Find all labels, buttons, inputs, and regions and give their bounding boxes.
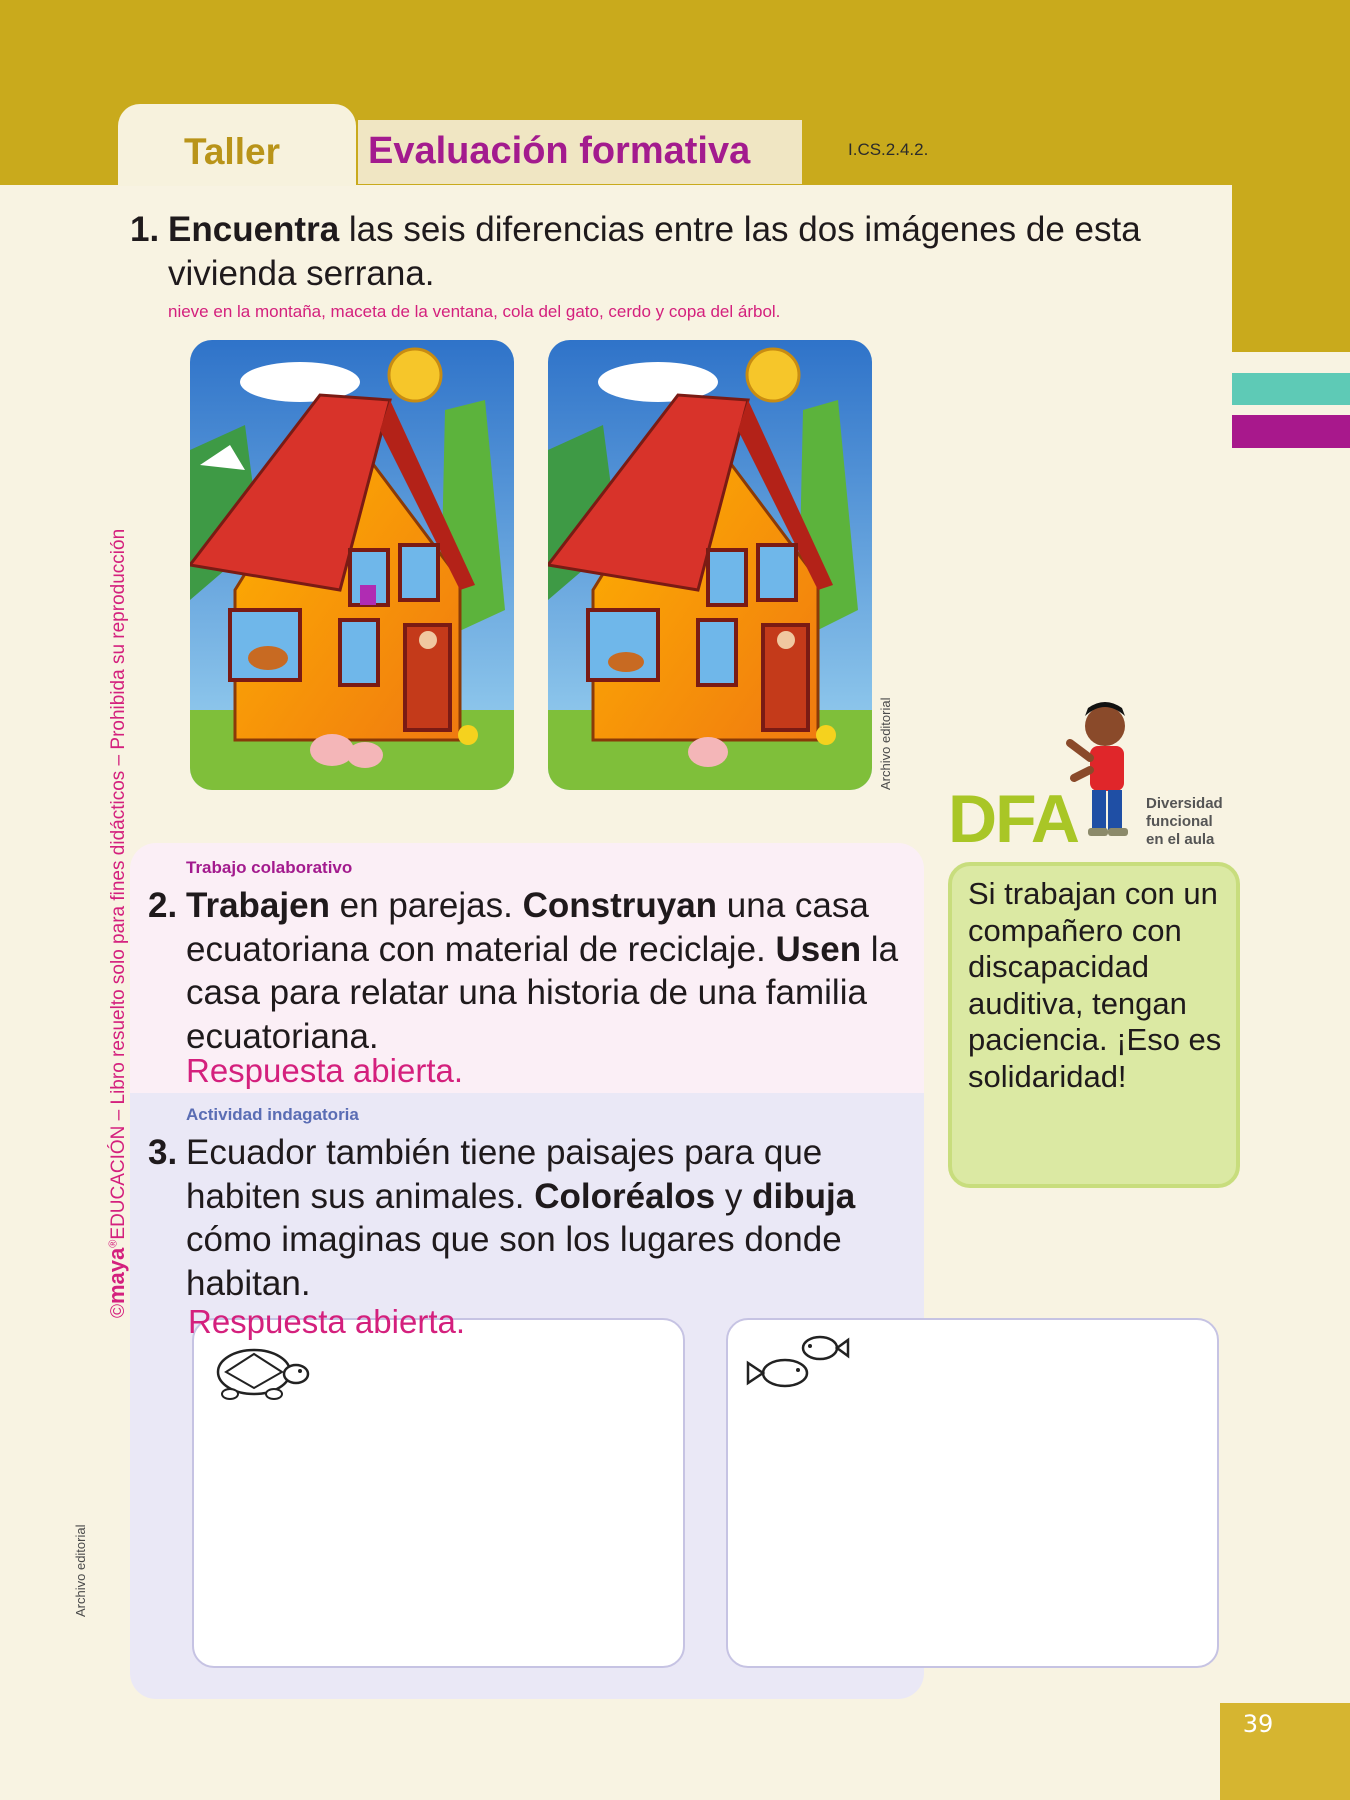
inquiry-label: Actividad indagatoria bbox=[186, 1105, 359, 1124]
question-2-number: 2. bbox=[148, 886, 178, 925]
sun bbox=[747, 349, 799, 401]
page-number: 39 bbox=[1242, 1710, 1274, 1738]
dfa-text: Si trabajan con un compañero con discapacidad auditiva, tengan paciencia. ¡Eso es solidaridad! bbox=[968, 876, 1222, 1094]
curriculum-code: I.CS.2.4.2. bbox=[848, 140, 929, 159]
tab-evaluacion bbox=[358, 120, 802, 184]
question-1-text: las seis diferencias entre las dos imágenes de esta vivienda serrana. bbox=[168, 210, 1141, 293]
question-3: 3. Ecuador también tiene paisajes para que habiten sus animales. Coloréalos y dibuja cómo imaginas que son los lugares donde habitan. bbox=[148, 1133, 856, 1303]
copyright-vertical: ©maya®EDUCACIÓN – Libro resuelto solo para fines didácticos – Prohibida su reproducción bbox=[104, 528, 129, 1318]
dfa-title: DFA bbox=[948, 781, 1078, 857]
drawing-box-fish[interactable] bbox=[726, 1318, 1219, 1668]
fish-icon bbox=[740, 1328, 850, 1398]
pig bbox=[688, 737, 728, 767]
cat bbox=[248, 646, 288, 670]
house-image-left bbox=[190, 340, 514, 790]
question-3-number: 3. bbox=[148, 1133, 178, 1172]
brand-logo: maya bbox=[104, 1247, 129, 1304]
question-1-verb: Encuentra bbox=[168, 210, 340, 249]
sun bbox=[389, 349, 441, 401]
question-1-number: 1. bbox=[130, 210, 160, 249]
magenta-stripe bbox=[1232, 415, 1350, 448]
collaborative-label: Trabajo colaborativo bbox=[186, 858, 353, 877]
question-1 bbox=[130, 208, 1210, 296]
teal-stripe bbox=[1232, 373, 1350, 405]
tab-taller bbox=[118, 104, 356, 186]
turtle-icon bbox=[204, 1334, 314, 1404]
image-credit: Archivo editorial bbox=[878, 697, 893, 790]
flower-pot bbox=[360, 585, 376, 605]
house-image-right bbox=[548, 340, 872, 790]
cat bbox=[608, 652, 644, 672]
question-1-answer: nieve en la montaña, maceta de la ventana, cola del gato, cerdo y copa del árbol. bbox=[168, 302, 781, 321]
pig bbox=[310, 734, 354, 766]
tab-evaluacion-label: Evaluación formativa bbox=[368, 130, 751, 172]
right-edge-band bbox=[1232, 0, 1350, 352]
question-2-answer: Respuesta abierta. bbox=[186, 1052, 464, 1089]
archivo-credit-left: Archivo editorial bbox=[73, 1524, 88, 1617]
question-3-answer: Respuesta abierta. bbox=[188, 1303, 466, 1340]
dfa-subtitle: Diversidad funcional en el aula bbox=[1146, 795, 1223, 848]
question-2: 2. Trabajen en parejas. Construyan una casa ecuatoriana con material de reciclaje. Usen la casa para relatar una historia de una familia ecuatoriana. bbox=[148, 886, 899, 1056]
drawing-box-turtle[interactable] bbox=[192, 1318, 685, 1668]
tab-taller-label: Taller bbox=[184, 131, 280, 172]
